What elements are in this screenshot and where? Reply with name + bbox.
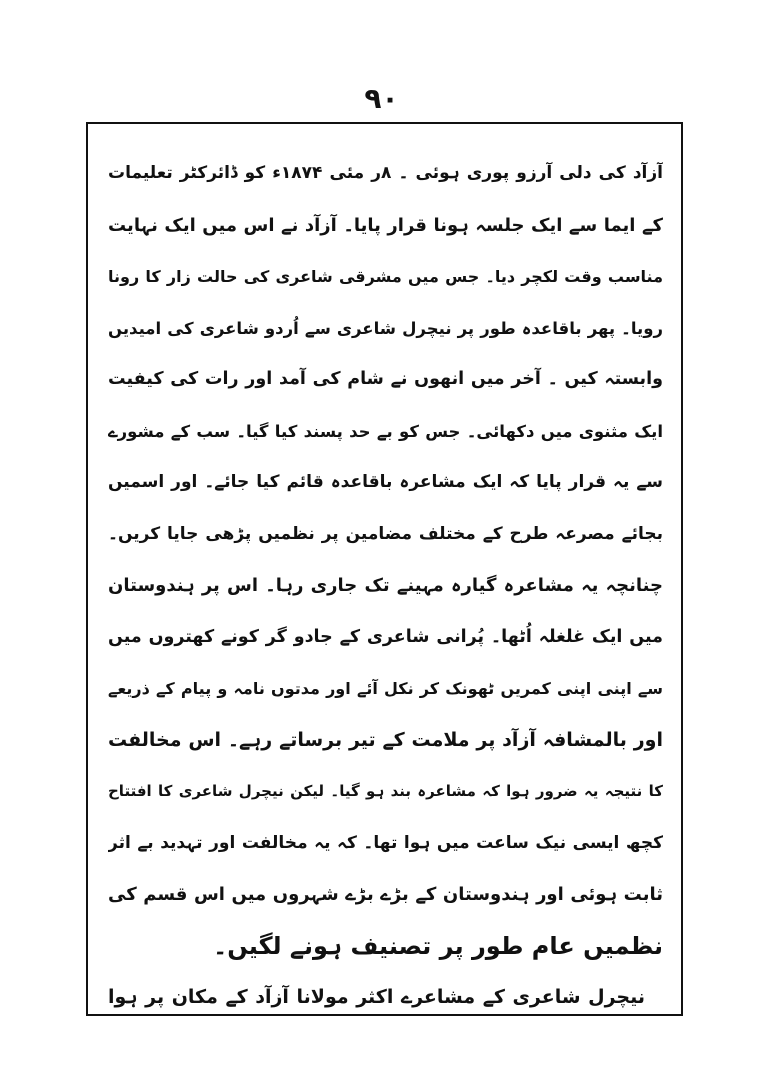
text-line: نیچرل شاعری کے مشاعرے اکثر مولانا آزآد کے مکان پر ہوا	[108, 986, 645, 1008]
text-line: کے ایما سے ایک جلسہ ہونا قرار پایا۔ آزآد نے اس میں ایک نہایت	[108, 214, 663, 236]
text-line: کچھ ایسی نیک ساعت میں ہوا تھا۔ کہ یہ مخالفت اور تہدید بے اثر	[108, 832, 663, 853]
text-line: کا نتیجہ یہ ضرور ہوا کہ مشاعرہ بند ہو گیا۔ لیکن نیچرل شاعری کا افتتاح	[108, 782, 663, 800]
text-line: ثابت ہوئی اور ہندوستان کے بڑے بڑے شہروں میں اس قسم کی	[108, 884, 663, 905]
text-line: مناسب وقت لکچر دیا۔ جس میں مشرقی شاعری کی حالت زار کا رونا	[108, 267, 663, 286]
text-line: سے یہ قرار پایا کہ ایک مشاعرہ باقاعدہ قائم کیا جائے۔ اور اسمیں	[108, 472, 663, 492]
text-line: نظمیں عام طور پر تصنیف ہونے لگیں۔	[213, 931, 663, 960]
text-line: چنانچہ یہ مشاعرہ گیارہ مہینے تک جاری رہا۔ اس پر ہندوستان	[108, 575, 663, 596]
text-line: سے اپنی اپنی کمریں ٹھونک کر نکل آئے اور مدتوں نامہ و پیام کے ذریعے	[108, 679, 663, 698]
text-line: وابستہ کیں ۔ آخر میں انھوں نے شام کی آمد اور رات کی کیفیت	[108, 369, 663, 389]
page-number: ۹۰	[364, 82, 399, 115]
body-text	[108, 148, 663, 1024]
text-line: میں ایک غلغلہ اُٹھا۔ پُرانی شاعری کے جادو گر کونے کھتروں میں	[108, 626, 663, 647]
text-line: آزآد کی دلی آرزو پوری ہوئی ۔ ۸ر مئی ۱۸۷۴ء کو ڈائرکٹر تعلیمات	[108, 163, 663, 183]
text-line: ایک مثنوی میں دکھائی۔ جس کو بے حد پسند کیا گیا۔ سب کے مشورے	[108, 421, 663, 441]
text-line: رویا۔ پھر باقاعدہ طور پر نیچرل شاعری سے اُردو شاعری کی امیدیں	[108, 318, 663, 338]
text-line: اور بالمشافہ آزآد پر ملامت کے تیر برساتے رہے۔ اس مخالفت	[108, 728, 663, 751]
text-line: بجائے مصرعہ طرح کے مختلف مضامین پر نظمیں پڑھی جایا کریں۔	[108, 523, 663, 544]
